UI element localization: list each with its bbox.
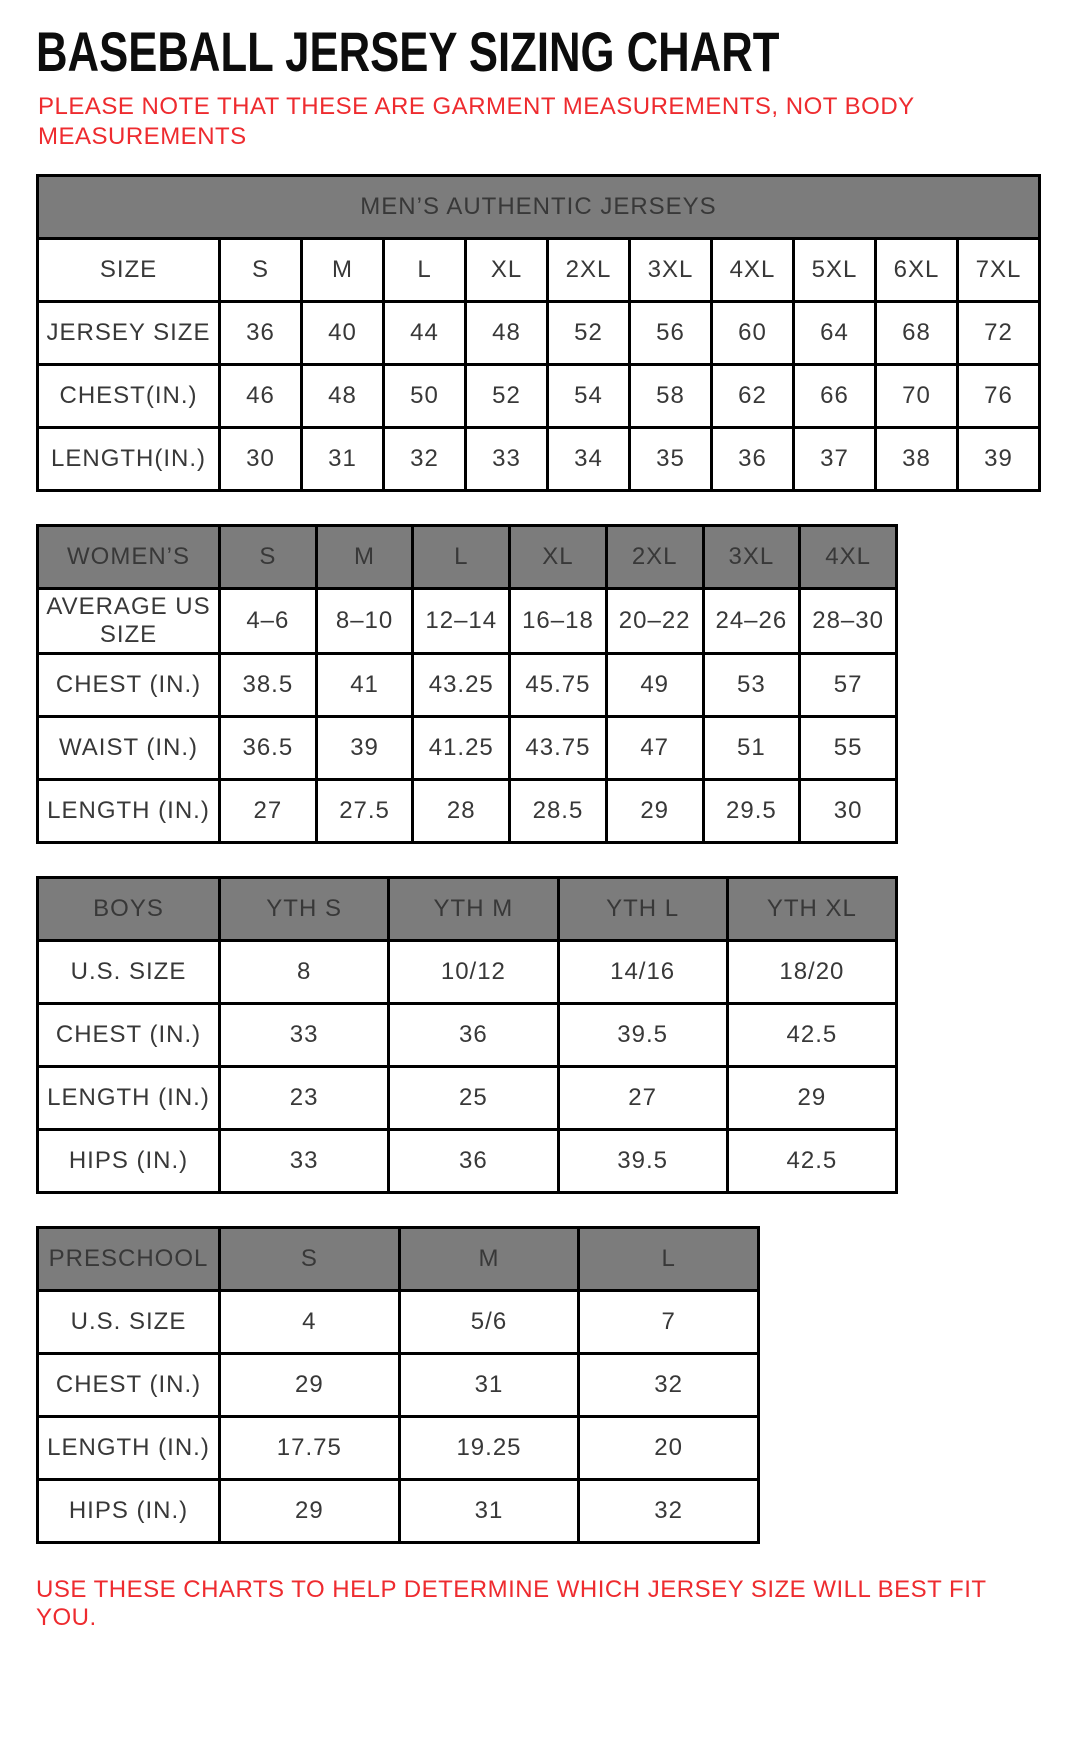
womens-cell: 8–10 xyxy=(316,589,413,654)
preschool-row-label: HIPS (IN.) xyxy=(38,1480,220,1543)
mens-cell: 52 xyxy=(548,302,630,365)
preschool-cell: 31 xyxy=(399,1354,579,1417)
table-header-row xyxy=(38,1228,759,1291)
womens-header-size: M xyxy=(316,526,413,589)
mens-cell: 7XL xyxy=(958,239,1040,302)
table-row xyxy=(38,780,897,843)
boys-header-size: YTH S xyxy=(220,878,389,941)
womens-header-size: 2XL xyxy=(606,526,703,589)
preschool-header-size: S xyxy=(220,1228,400,1291)
table-row xyxy=(38,302,1040,365)
mens-cell: 48 xyxy=(466,302,548,365)
table-row xyxy=(38,654,897,717)
womens-cell: 29.5 xyxy=(703,780,800,843)
mens-cell: 3XL xyxy=(630,239,712,302)
womens-cell: 53 xyxy=(703,654,800,717)
womens-cell: 4–6 xyxy=(220,589,317,654)
womens-header-size: 4XL xyxy=(800,526,897,589)
fit-advice-text: USE THESE CHARTS TO HELP DETERMINE WHICH JERSEY SIZE WILL BEST FIT YOU. xyxy=(36,1576,987,1631)
mens-cell: 33 xyxy=(466,428,548,491)
mens-cell: 6XL xyxy=(876,239,958,302)
mens-cell: 40 xyxy=(302,302,384,365)
boys-cell: 18/20 xyxy=(727,941,896,1004)
mens-banner: MEN’S AUTHENTIC JERSEYS xyxy=(38,176,1040,239)
table-row xyxy=(38,1067,897,1130)
mens-cell: 72 xyxy=(958,302,1040,365)
boys-cell: 25 xyxy=(389,1067,558,1130)
mens-cell: 37 xyxy=(794,428,876,491)
mens-cell: 60 xyxy=(712,302,794,365)
mens-row-label: LENGTH(IN.) xyxy=(38,428,220,491)
boys-cell: 29 xyxy=(727,1067,896,1130)
preschool-cell: 19.25 xyxy=(399,1417,579,1480)
womens-cell: 41.25 xyxy=(413,717,510,780)
mens-cell: 36 xyxy=(712,428,794,491)
boys-row-label: LENGTH (IN.) xyxy=(38,1067,220,1130)
womens-cell: 57 xyxy=(800,654,897,717)
mens-cell: 50 xyxy=(384,365,466,428)
womens-cell: 39 xyxy=(316,717,413,780)
boys-header-size: YTH XL xyxy=(727,878,896,941)
preschool-cell: 31 xyxy=(399,1480,579,1543)
preschool-cell: 17.75 xyxy=(220,1417,400,1480)
mens-cell: 39 xyxy=(958,428,1040,491)
mens-cell: 5XL xyxy=(794,239,876,302)
mens-cell: 76 xyxy=(958,365,1040,428)
page-title: BASEBALL JERSEY SIZING CHART xyxy=(36,20,780,83)
womens-cell: 41 xyxy=(316,654,413,717)
preschool-cell: 5/6 xyxy=(399,1291,579,1354)
mens-cell: 32 xyxy=(384,428,466,491)
womens-cell: 36.5 xyxy=(220,717,317,780)
womens-cell: 28–30 xyxy=(800,589,897,654)
mens-row-label: JERSEY SIZE xyxy=(38,302,220,365)
preschool-size-table xyxy=(36,1226,760,1544)
table-row xyxy=(38,589,897,654)
womens-header-size: XL xyxy=(510,526,607,589)
womens-cell: 43.25 xyxy=(413,654,510,717)
womens-cell: 27 xyxy=(220,780,317,843)
boys-header-size: YTH L xyxy=(558,878,727,941)
mens-cell: 2XL xyxy=(548,239,630,302)
table-row xyxy=(38,428,1040,491)
preschool-header-label: PRESCHOOL xyxy=(38,1228,220,1291)
mens-cell: 62 xyxy=(712,365,794,428)
mens-cell: 34 xyxy=(548,428,630,491)
boys-cell: 10/12 xyxy=(389,941,558,1004)
table-row xyxy=(38,1417,759,1480)
mens-cell: 58 xyxy=(630,365,712,428)
mens-size-table xyxy=(36,174,1041,492)
womens-cell: 27.5 xyxy=(316,780,413,843)
table-header-row xyxy=(38,878,897,941)
boys-cell: 33 xyxy=(220,1004,389,1067)
table-row xyxy=(38,717,897,780)
boys-size-table xyxy=(36,876,898,1194)
womens-row-label: CHEST (IN.) xyxy=(38,654,220,717)
womens-cell: 28.5 xyxy=(510,780,607,843)
boys-row-label: U.S. SIZE xyxy=(38,941,220,1004)
table-row xyxy=(38,1354,759,1417)
table-row xyxy=(38,239,1040,302)
mens-cell: 64 xyxy=(794,302,876,365)
mens-cell: 35 xyxy=(630,428,712,491)
mens-cell: 36 xyxy=(220,302,302,365)
mens-cell: 4XL xyxy=(712,239,794,302)
mens-cell: M xyxy=(302,239,384,302)
mens-cell: 44 xyxy=(384,302,466,365)
preschool-cell: 20 xyxy=(579,1417,759,1480)
boys-cell: 23 xyxy=(220,1067,389,1130)
womens-header-label: WOMEN’S xyxy=(38,526,220,589)
preschool-row-label: U.S. SIZE xyxy=(38,1291,220,1354)
table-banner-row xyxy=(38,176,1040,239)
womens-row-label: AVERAGE US SIZE xyxy=(38,589,220,654)
mens-cell: 56 xyxy=(630,302,712,365)
boys-row-label: HIPS (IN.) xyxy=(38,1130,220,1193)
womens-row-label: LENGTH (IN.) xyxy=(38,780,220,843)
womens-cell: 55 xyxy=(800,717,897,780)
boys-cell: 14/16 xyxy=(558,941,727,1004)
mens-cell: 68 xyxy=(876,302,958,365)
mens-row-label: SIZE xyxy=(38,239,220,302)
womens-size-table xyxy=(36,524,898,844)
boys-cell: 33 xyxy=(220,1130,389,1193)
womens-cell: 38.5 xyxy=(220,654,317,717)
table-header-row xyxy=(38,526,897,589)
preschool-cell: 29 xyxy=(220,1480,400,1543)
preschool-cell: 4 xyxy=(220,1291,400,1354)
boys-cell: 39.5 xyxy=(558,1004,727,1067)
mens-cell: 30 xyxy=(220,428,302,491)
womens-cell: 49 xyxy=(606,654,703,717)
womens-header-size: L xyxy=(413,526,510,589)
womens-header-size: 3XL xyxy=(703,526,800,589)
preschool-row-label: CHEST (IN.) xyxy=(38,1354,220,1417)
womens-cell: 43.75 xyxy=(510,717,607,780)
mens-cell: XL xyxy=(466,239,548,302)
womens-cell: 47 xyxy=(606,717,703,780)
table-row xyxy=(38,1480,759,1543)
table-row xyxy=(38,1291,759,1354)
mens-cell: 66 xyxy=(794,365,876,428)
preschool-header-size: M xyxy=(399,1228,579,1291)
womens-cell: 20–22 xyxy=(606,589,703,654)
womens-cell: 30 xyxy=(800,780,897,843)
table-row xyxy=(38,365,1040,428)
mens-cell: 52 xyxy=(466,365,548,428)
table-row xyxy=(38,1004,897,1067)
womens-cell: 51 xyxy=(703,717,800,780)
mens-cell: 31 xyxy=(302,428,384,491)
mens-row-label: CHEST(IN.) xyxy=(38,365,220,428)
preschool-cell: 32 xyxy=(579,1354,759,1417)
mens-cell: L xyxy=(384,239,466,302)
preschool-cell: 32 xyxy=(579,1480,759,1543)
boys-header-size: YTH M xyxy=(389,878,558,941)
mens-cell: S xyxy=(220,239,302,302)
boys-header-label: BOYS xyxy=(38,878,220,941)
womens-cell: 16–18 xyxy=(510,589,607,654)
boys-cell: 36 xyxy=(389,1004,558,1067)
mens-cell: 48 xyxy=(302,365,384,428)
garment-measurements-note: PLEASE NOTE THAT THESE ARE GARMENT MEASUREMENTS, NOT BODY MEASUREMENTS xyxy=(38,93,915,150)
mens-cell: 46 xyxy=(220,365,302,428)
womens-cell: 29 xyxy=(606,780,703,843)
preschool-cell: 29 xyxy=(220,1354,400,1417)
preschool-header-size: L xyxy=(579,1228,759,1291)
womens-cell: 24–26 xyxy=(703,589,800,654)
preschool-row-label: LENGTH (IN.) xyxy=(38,1417,220,1480)
boys-cell: 42.5 xyxy=(727,1004,896,1067)
boys-cell: 36 xyxy=(389,1130,558,1193)
boys-cell: 27 xyxy=(558,1067,727,1130)
table-row xyxy=(38,941,897,1004)
womens-header-size: S xyxy=(220,526,317,589)
mens-cell: 70 xyxy=(876,365,958,428)
mens-cell: 54 xyxy=(548,365,630,428)
preschool-cell: 7 xyxy=(579,1291,759,1354)
boys-row-label: CHEST (IN.) xyxy=(38,1004,220,1067)
womens-cell: 45.75 xyxy=(510,654,607,717)
boys-cell: 42.5 xyxy=(727,1130,896,1193)
boys-cell: 39.5 xyxy=(558,1130,727,1193)
boys-cell: 8 xyxy=(220,941,389,1004)
womens-cell: 12–14 xyxy=(413,589,510,654)
womens-row-label: WAIST (IN.) xyxy=(38,717,220,780)
womens-cell: 28 xyxy=(413,780,510,843)
table-row xyxy=(38,1130,897,1193)
mens-cell: 38 xyxy=(876,428,958,491)
